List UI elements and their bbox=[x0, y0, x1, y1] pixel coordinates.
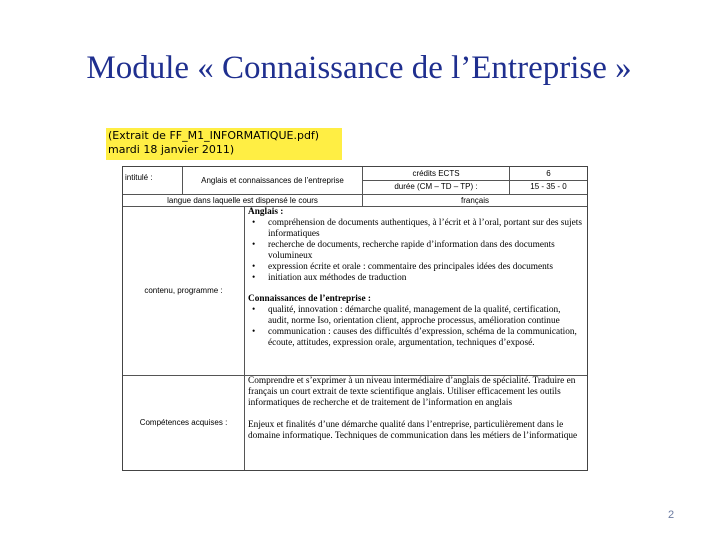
page-number: 2 bbox=[668, 509, 675, 521]
list-item: • recherche de documents, recherche rapide d’information dans des documents volumineux bbox=[248, 240, 583, 262]
list-item: • initiation aux méthodes de traduction bbox=[248, 273, 583, 284]
competences-paragraph-1: Comprendre et s’exprimer à un niveau intermédiaire d’anglais de spécialité. Traduire en français un court extrait de texte scientifique anglais. Utiliser efficacement les outils informatiques de recherche et de traitement de l’information en anglais bbox=[248, 376, 576, 408]
credits-label: crédits ECTS bbox=[363, 167, 509, 181]
contenu-content bbox=[245, 206, 587, 375]
duree-value: 15 - 35 - 0 bbox=[530, 182, 567, 191]
list-item: • communication : causes des difficultés d’expression, schéma de la communication, écoute, attitudes, expression orale, argumentation, techniques d’exposé. bbox=[248, 327, 583, 349]
course-document bbox=[122, 166, 588, 471]
list-item: • compréhension de documents authentiques, à l’écrit et à l’oral, portant sur des sujets informatiques bbox=[248, 218, 583, 240]
langue-label: langue dans laquelle est dispensé le cours bbox=[123, 194, 363, 206]
intitule-label: intitulé : bbox=[123, 167, 183, 194]
anglais-list bbox=[248, 218, 583, 284]
entreprise-list bbox=[248, 305, 583, 349]
title-row bbox=[123, 167, 587, 195]
intitule-value: Anglais et connaissances de l’entreprise bbox=[183, 167, 363, 194]
source-note-line-1: (Extrait de FF_M1_INFORMATIQUE.pdf) bbox=[108, 129, 320, 142]
langue-value: français bbox=[460, 195, 489, 205]
duree-label: durée (CM – TD – TP) : bbox=[394, 182, 478, 191]
source-note bbox=[106, 128, 342, 160]
contenu-row bbox=[123, 206, 587, 376]
anglais-heading: Anglais : bbox=[248, 207, 284, 217]
slide-title: Module « Connaissance de l’Entreprise » bbox=[86, 50, 632, 86]
competences-paragraph-2: Enjeux et finalités d’une démarche qualité dans l’entreprise, particulièrement dans le domaine informatique. Techniques de communication dans les métiers de l’informatique bbox=[248, 420, 578, 441]
list-item: • expression écrite et orale : commentaire des principales idées des documents bbox=[248, 262, 583, 273]
competences-content bbox=[245, 375, 587, 470]
list-item: • qualité, innovation : démarche qualité, management de la qualité, certification, audit, norme Iso, orientation client, approche processus, amélioration continue bbox=[248, 305, 583, 327]
credits-value: 6 bbox=[510, 167, 587, 181]
entreprise-heading: Connaissances de l’entreprise : bbox=[248, 294, 372, 304]
meta-values bbox=[510, 167, 587, 194]
source-note-line-2: mardi 18 janvier 2011) bbox=[108, 143, 235, 156]
competences-label: Compétences acquises : bbox=[123, 375, 245, 470]
contenu-label: contenu, programme : bbox=[123, 206, 245, 375]
competences-row bbox=[123, 375, 587, 470]
meta-labels bbox=[363, 167, 510, 194]
